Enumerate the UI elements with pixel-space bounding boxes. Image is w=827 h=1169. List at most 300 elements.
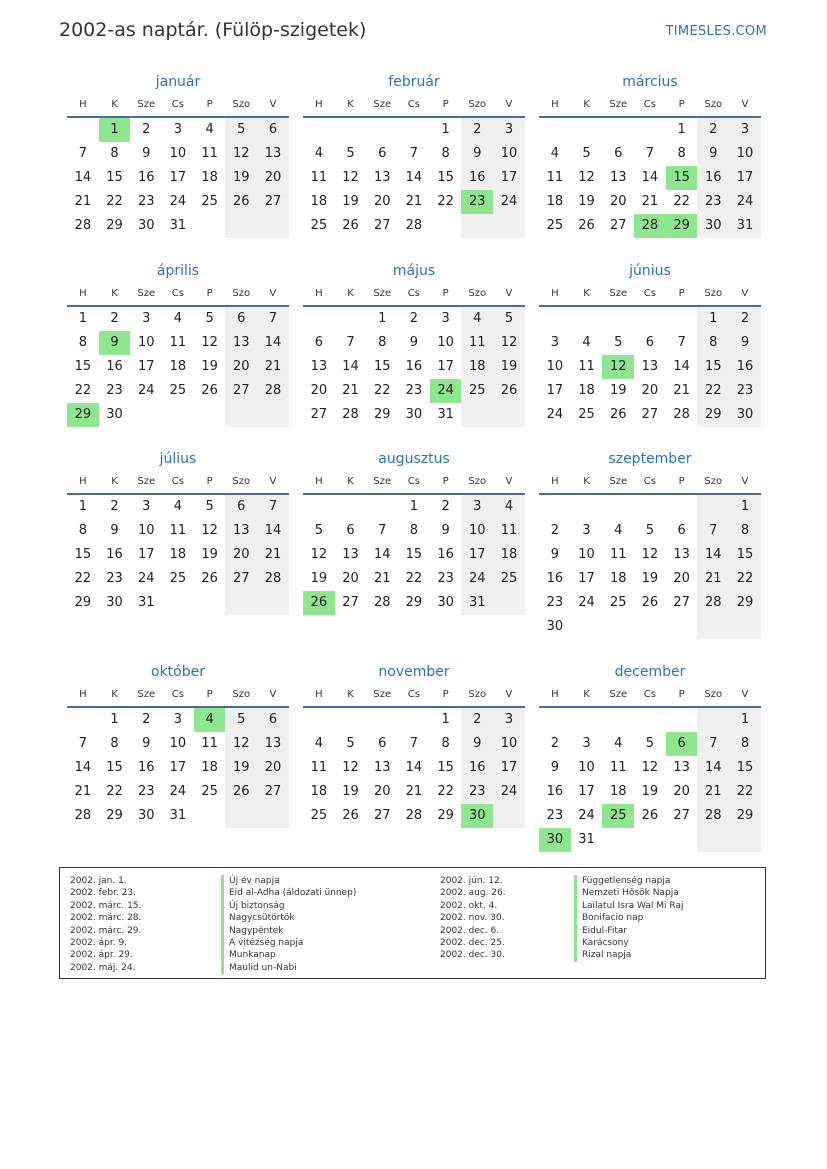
day-cell[interactable]: 15 xyxy=(666,166,698,190)
day-cell[interactable]: 14 xyxy=(697,756,729,780)
day-cell[interactable]: 3 xyxy=(493,708,525,732)
day-cell[interactable]: 17 xyxy=(578,784,595,799)
day-cell[interactable]: 19 xyxy=(641,571,659,586)
day-cell[interactable]: 8 xyxy=(110,146,119,161)
day-cell[interactable]: 6 xyxy=(346,523,355,538)
day-cell[interactable]: 11 xyxy=(201,146,218,161)
day-cell[interactable]: 10 xyxy=(578,760,595,775)
day-cell[interactable]: 14 xyxy=(405,760,423,775)
day-cell[interactable]: 21 xyxy=(673,383,690,398)
day-cell[interactable]: 12 xyxy=(225,142,257,166)
day-cell[interactable]: 18 xyxy=(169,359,187,374)
day-cell[interactable]: 28 xyxy=(342,407,359,422)
day-cell[interactable]: 8 xyxy=(78,523,87,538)
day-cell[interactable]: 14 xyxy=(257,331,289,355)
day-cell[interactable]: 5 xyxy=(314,523,323,538)
day-cell[interactable]: 19 xyxy=(201,547,218,562)
day-cell[interactable]: 13 xyxy=(225,519,257,543)
day-cell[interactable]: 20 xyxy=(257,756,289,780)
day-cell[interactable]: 19 xyxy=(578,194,595,209)
day-cell[interactable]: 18 xyxy=(201,170,218,185)
day-cell[interactable]: 2 xyxy=(461,708,493,732)
day-cell[interactable]: 27 xyxy=(609,218,627,233)
day-cell[interactable]: 21 xyxy=(405,194,423,209)
day-cell[interactable]: 6 xyxy=(378,736,387,751)
day-cell[interactable]: 13 xyxy=(373,170,391,185)
day-cell[interactable]: 28 xyxy=(405,218,423,233)
day-cell[interactable]: 23 xyxy=(461,780,493,804)
day-cell[interactable]: 24 xyxy=(493,190,525,214)
day-cell[interactable]: 9 xyxy=(550,547,559,562)
day-cell[interactable]: 23 xyxy=(546,808,564,823)
day-cell[interactable]: 17 xyxy=(493,756,525,780)
day-cell[interactable]: 26 xyxy=(342,218,359,233)
day-cell[interactable]: 8 xyxy=(697,331,729,355)
day-cell[interactable]: 16 xyxy=(697,166,729,190)
day-cell[interactable]: 6 xyxy=(225,495,257,519)
day-cell[interactable]: 30 xyxy=(697,214,729,238)
day-cell[interactable]: 7 xyxy=(697,732,729,756)
day-cell[interactable]: 25 xyxy=(169,383,187,398)
day-cell[interactable]: 5 xyxy=(493,307,525,331)
day-cell[interactable]: 2 xyxy=(550,523,559,538)
day-cell[interactable]: 3 xyxy=(173,712,183,727)
day-cell[interactable]: 11 xyxy=(169,523,187,538)
day-cell[interactable]: 5 xyxy=(346,736,355,751)
day-cell[interactable]: 7 xyxy=(346,335,355,350)
day-cell[interactable]: 27 xyxy=(373,218,391,233)
day-cell[interactable]: 27 xyxy=(641,407,659,422)
day-cell[interactable]: 1 xyxy=(697,307,729,331)
day-cell[interactable]: 12 xyxy=(602,355,634,379)
day-cell[interactable]: 12 xyxy=(342,170,359,185)
day-cell[interactable]: 6 xyxy=(257,118,289,142)
day-cell[interactable]: 14 xyxy=(74,170,92,185)
day-cell[interactable]: 9 xyxy=(697,142,729,166)
day-cell[interactable]: 31 xyxy=(169,218,187,233)
day-cell[interactable]: 16 xyxy=(137,760,155,775)
day-cell[interactable]: 13 xyxy=(310,359,328,374)
day-cell[interactable]: 14 xyxy=(405,170,423,185)
day-cell[interactable]: 20 xyxy=(673,571,690,586)
day-cell[interactable]: 14 xyxy=(74,760,92,775)
day-cell[interactable]: 23 xyxy=(137,194,155,209)
day-cell[interactable]: 21 xyxy=(697,780,729,804)
day-cell[interactable]: 1 xyxy=(378,311,387,326)
day-cell[interactable]: 18 xyxy=(201,760,218,775)
day-cell[interactable]: 28 xyxy=(697,804,729,828)
day-cell[interactable]: 4 xyxy=(173,499,183,514)
day-cell[interactable]: 12 xyxy=(493,331,525,355)
day-cell[interactable]: 20 xyxy=(373,784,391,799)
day-cell[interactable]: 18 xyxy=(578,383,595,398)
day-cell[interactable]: 4 xyxy=(205,122,214,137)
day-cell[interactable]: 3 xyxy=(142,499,151,514)
day-cell[interactable]: 7 xyxy=(78,736,87,751)
day-cell[interactable]: 27 xyxy=(342,595,359,610)
day-cell[interactable]: 12 xyxy=(641,760,659,775)
day-cell[interactable]: 8 xyxy=(441,736,450,751)
day-cell[interactable]: 18 xyxy=(310,784,328,799)
day-cell[interactable]: 2 xyxy=(441,499,450,514)
day-cell[interactable]: 17 xyxy=(169,760,187,775)
day-cell[interactable]: 9 xyxy=(729,331,761,355)
day-cell[interactable]: 23 xyxy=(106,571,123,586)
day-cell[interactable]: 13 xyxy=(673,760,690,775)
day-cell[interactable]: 29 xyxy=(697,403,729,427)
day-cell[interactable]: 6 xyxy=(378,146,387,161)
day-cell[interactable]: 11 xyxy=(578,359,595,374)
day-cell[interactable]: 4 xyxy=(314,736,323,751)
day-cell[interactable]: 22 xyxy=(673,194,690,209)
day-cell[interactable]: 11 xyxy=(546,170,564,185)
day-cell[interactable]: 19 xyxy=(310,571,328,586)
day-cell[interactable]: 18 xyxy=(310,194,328,209)
day-cell[interactable]: 21 xyxy=(257,543,289,567)
day-cell[interactable]: 23 xyxy=(106,383,123,398)
day-cell[interactable]: 16 xyxy=(405,359,423,374)
day-cell[interactable]: 17 xyxy=(137,359,155,374)
day-cell[interactable]: 2 xyxy=(409,311,419,326)
day-cell[interactable]: 20 xyxy=(225,355,257,379)
day-cell[interactable]: 18 xyxy=(169,547,187,562)
day-cell[interactable]: 26 xyxy=(578,218,595,233)
day-cell[interactable]: 24 xyxy=(578,808,595,823)
day-cell[interactable]: 28 xyxy=(373,595,391,610)
day-cell[interactable]: 7 xyxy=(409,146,419,161)
day-cell[interactable]: 26 xyxy=(225,780,257,804)
day-cell[interactable]: 5 xyxy=(346,146,355,161)
day-cell[interactable]: 16 xyxy=(137,170,155,185)
day-cell[interactable]: 24 xyxy=(137,383,155,398)
day-cell[interactable]: 13 xyxy=(673,547,690,562)
day-cell[interactable]: 5 xyxy=(205,499,214,514)
day-cell[interactable]: 10 xyxy=(729,142,761,166)
day-cell[interactable]: 26 xyxy=(342,808,359,823)
day-cell[interactable]: 24 xyxy=(461,567,493,591)
day-cell[interactable]: 18 xyxy=(493,543,525,567)
day-cell[interactable]: 28 xyxy=(257,567,289,591)
day-cell[interactable]: 19 xyxy=(225,166,257,190)
day-cell[interactable]: 19 xyxy=(201,359,218,374)
day-cell[interactable]: 30 xyxy=(546,619,564,634)
day-cell[interactable]: 8 xyxy=(729,732,761,756)
day-cell[interactable]: 11 xyxy=(493,519,525,543)
day-cell[interactable]: 10 xyxy=(461,519,493,543)
day-cell[interactable]: 14 xyxy=(342,359,359,374)
day-cell[interactable]: 15 xyxy=(729,756,761,780)
day-cell[interactable]: 1 xyxy=(409,499,419,514)
day-cell[interactable]: 8 xyxy=(677,146,686,161)
day-cell[interactable]: 29 xyxy=(729,591,761,615)
day-cell[interactable]: 8 xyxy=(409,523,419,538)
day-cell[interactable]: 17 xyxy=(137,547,155,562)
day-cell[interactable]: 27 xyxy=(225,567,257,591)
day-cell[interactable]: 20 xyxy=(310,383,328,398)
day-cell[interactable]: 10 xyxy=(578,547,595,562)
day-cell[interactable]: 20 xyxy=(225,543,257,567)
day-cell[interactable]: 10 xyxy=(437,335,454,350)
day-cell[interactable]: 25 xyxy=(201,194,218,209)
day-cell[interactable]: 20 xyxy=(257,166,289,190)
day-cell[interactable]: 21 xyxy=(74,194,92,209)
day-cell[interactable]: 25 xyxy=(602,804,634,828)
day-cell[interactable]: 13 xyxy=(257,732,289,756)
day-cell[interactable]: 16 xyxy=(546,784,564,799)
day-cell[interactable]: 4 xyxy=(194,708,226,732)
day-cell[interactable]: 21 xyxy=(641,194,659,209)
day-cell[interactable]: 29 xyxy=(106,808,123,823)
day-cell[interactable]: 9 xyxy=(461,142,493,166)
day-cell[interactable]: 27 xyxy=(257,190,289,214)
day-cell[interactable]: 14 xyxy=(697,543,729,567)
day-cell[interactable]: 15 xyxy=(437,760,454,775)
day-cell[interactable]: 19 xyxy=(342,784,359,799)
day-cell[interactable]: 23 xyxy=(137,784,155,799)
day-cell[interactable]: 18 xyxy=(461,355,493,379)
day-cell[interactable]: 10 xyxy=(137,523,155,538)
day-cell[interactable]: 6 xyxy=(614,146,623,161)
day-cell[interactable]: 14 xyxy=(373,547,391,562)
day-cell[interactable]: 20 xyxy=(609,194,627,209)
day-cell[interactable]: 23 xyxy=(437,571,454,586)
day-cell[interactable]: 2 xyxy=(697,118,729,142)
day-cell[interactable]: 29 xyxy=(729,804,761,828)
day-cell[interactable]: 4 xyxy=(614,736,623,751)
day-cell[interactable]: 16 xyxy=(461,756,493,780)
day-cell[interactable]: 5 xyxy=(205,311,214,326)
day-cell[interactable]: 21 xyxy=(373,571,391,586)
day-cell[interactable]: 26 xyxy=(493,379,525,403)
day-cell[interactable]: 3 xyxy=(461,495,493,519)
day-cell[interactable]: 9 xyxy=(409,335,419,350)
day-cell[interactable]: 29 xyxy=(74,595,92,610)
day-cell[interactable]: 16 xyxy=(546,571,564,586)
day-cell[interactable]: 31 xyxy=(461,591,493,615)
day-cell[interactable]: 26 xyxy=(641,595,659,610)
day-cell[interactable]: 25 xyxy=(609,595,627,610)
day-cell[interactable]: 20 xyxy=(641,383,659,398)
day-cell[interactable]: 8 xyxy=(378,335,387,350)
day-cell[interactable]: 10 xyxy=(169,736,187,751)
day-cell[interactable]: 21 xyxy=(697,567,729,591)
day-cell[interactable]: 3 xyxy=(550,335,559,350)
day-cell[interactable]: 6 xyxy=(666,732,698,756)
day-cell[interactable]: 30 xyxy=(461,804,493,828)
day-cell[interactable]: 24 xyxy=(169,784,187,799)
day-cell[interactable]: 25 xyxy=(461,379,493,403)
day-cell[interactable]: 23 xyxy=(546,595,564,610)
day-cell[interactable]: 2 xyxy=(461,118,493,142)
day-cell[interactable]: 20 xyxy=(373,194,391,209)
day-cell[interactable]: 25 xyxy=(201,784,218,799)
day-cell[interactable]: 1 xyxy=(729,495,761,519)
day-cell[interactable]: 27 xyxy=(225,379,257,403)
day-cell[interactable]: 24 xyxy=(729,190,761,214)
day-cell[interactable]: 7 xyxy=(409,736,419,751)
day-cell[interactable]: 16 xyxy=(729,355,761,379)
day-cell[interactable]: 15 xyxy=(437,170,454,185)
day-cell[interactable]: 7 xyxy=(378,523,387,538)
day-cell[interactable]: 13 xyxy=(609,170,627,185)
day-cell[interactable]: 26 xyxy=(225,190,257,214)
day-cell[interactable]: 25 xyxy=(169,571,187,586)
day-cell[interactable]: 7 xyxy=(78,146,87,161)
day-cell[interactable]: 12 xyxy=(225,732,257,756)
day-cell[interactable]: 28 xyxy=(634,214,666,238)
day-cell[interactable]: 27 xyxy=(673,595,690,610)
day-cell[interactable]: 11 xyxy=(310,170,328,185)
day-cell[interactable]: 27 xyxy=(257,780,289,804)
day-cell[interactable]: 20 xyxy=(342,571,359,586)
day-cell[interactable]: 2 xyxy=(550,736,559,751)
day-cell[interactable]: 24 xyxy=(430,379,462,403)
day-cell[interactable]: 22 xyxy=(437,784,454,799)
day-cell[interactable]: 18 xyxy=(609,571,627,586)
day-cell[interactable]: 30 xyxy=(539,828,571,852)
day-cell[interactable]: 23 xyxy=(405,383,423,398)
day-cell[interactable]: 22 xyxy=(729,567,761,591)
day-cell[interactable]: 25 xyxy=(493,567,525,591)
day-cell[interactable]: 16 xyxy=(106,359,123,374)
day-cell[interactable]: 11 xyxy=(201,736,218,751)
day-cell[interactable]: 9 xyxy=(441,523,450,538)
day-cell[interactable]: 29 xyxy=(666,214,698,238)
day-cell[interactable]: 12 xyxy=(641,547,659,562)
day-cell[interactable]: 25 xyxy=(310,218,328,233)
day-cell[interactable]: 7 xyxy=(697,519,729,543)
day-cell[interactable]: 30 xyxy=(405,407,423,422)
day-cell[interactable]: 5 xyxy=(645,523,655,538)
day-cell[interactable]: 16 xyxy=(437,547,454,562)
day-cell[interactable]: 15 xyxy=(729,543,761,567)
day-cell[interactable]: 26 xyxy=(201,571,218,586)
day-cell[interactable]: 17 xyxy=(729,166,761,190)
day-cell[interactable]: 19 xyxy=(493,355,525,379)
day-cell[interactable]: 28 xyxy=(673,407,690,422)
day-cell[interactable]: 5 xyxy=(614,335,623,350)
day-cell[interactable]: 17 xyxy=(461,543,493,567)
day-cell[interactable]: 3 xyxy=(142,311,151,326)
day-cell[interactable]: 1 xyxy=(99,118,131,142)
day-cell[interactable]: 17 xyxy=(493,166,525,190)
day-cell[interactable]: 31 xyxy=(729,214,761,238)
day-cell[interactable]: 28 xyxy=(405,808,423,823)
day-cell[interactable]: 22 xyxy=(405,571,423,586)
day-cell[interactable]: 15 xyxy=(373,359,391,374)
day-cell[interactable]: 17 xyxy=(437,359,454,374)
day-cell[interactable]: 12 xyxy=(342,760,359,775)
day-cell[interactable]: 7 xyxy=(257,307,289,331)
day-cell[interactable]: 28 xyxy=(257,379,289,403)
day-cell[interactable]: 2 xyxy=(142,712,151,727)
day-cell[interactable]: 2 xyxy=(110,499,119,514)
day-cell[interactable]: 24 xyxy=(546,407,564,422)
day-cell[interactable]: 15 xyxy=(74,359,92,374)
day-cell[interactable]: 17 xyxy=(169,170,187,185)
day-cell[interactable]: 15 xyxy=(106,760,123,775)
day-cell[interactable]: 11 xyxy=(310,760,328,775)
day-cell[interactable]: 22 xyxy=(373,383,391,398)
day-cell[interactable]: 10 xyxy=(546,359,564,374)
day-cell[interactable]: 10 xyxy=(493,732,525,756)
day-cell[interactable]: 6 xyxy=(257,708,289,732)
day-cell[interactable]: 4 xyxy=(173,311,183,326)
day-cell[interactable]: 25 xyxy=(546,218,564,233)
day-cell[interactable]: 1 xyxy=(729,708,761,732)
day-cell[interactable]: 24 xyxy=(137,571,155,586)
day-cell[interactable]: 5 xyxy=(582,146,591,161)
day-cell[interactable]: 9 xyxy=(142,146,151,161)
day-cell[interactable]: 15 xyxy=(697,355,729,379)
day-cell[interactable]: 26 xyxy=(303,591,335,615)
day-cell[interactable]: 30 xyxy=(106,595,123,610)
day-cell[interactable]: 22 xyxy=(74,571,92,586)
day-cell[interactable]: 4 xyxy=(550,146,559,161)
day-cell[interactable]: 6 xyxy=(314,335,323,350)
day-cell[interactable]: 6 xyxy=(645,335,655,350)
day-cell[interactable]: 9 xyxy=(99,331,131,355)
day-cell[interactable]: 9 xyxy=(142,736,151,751)
day-cell[interactable]: 31 xyxy=(578,832,595,847)
day-cell[interactable]: 18 xyxy=(609,784,627,799)
day-cell[interactable]: 16 xyxy=(106,547,123,562)
day-cell[interactable]: 31 xyxy=(437,407,454,422)
day-cell[interactable]: 27 xyxy=(373,808,391,823)
day-cell[interactable]: 3 xyxy=(493,118,525,142)
day-cell[interactable]: 8 xyxy=(78,335,87,350)
day-cell[interactable]: 7 xyxy=(257,495,289,519)
day-cell[interactable]: 29 xyxy=(373,407,391,422)
day-cell[interactable]: 7 xyxy=(677,335,686,350)
day-cell[interactable]: 12 xyxy=(201,335,218,350)
day-cell[interactable]: 2 xyxy=(110,311,119,326)
day-cell[interactable]: 3 xyxy=(582,523,591,538)
day-cell[interactable]: 22 xyxy=(106,784,123,799)
day-cell[interactable]: 9 xyxy=(461,732,493,756)
day-cell[interactable]: 31 xyxy=(137,595,155,610)
day-cell[interactable]: 9 xyxy=(550,760,559,775)
day-cell[interactable]: 5 xyxy=(645,736,655,751)
day-cell[interactable]: 26 xyxy=(641,808,659,823)
day-cell[interactable]: 4 xyxy=(314,146,323,161)
day-cell[interactable]: 11 xyxy=(609,760,627,775)
day-cell[interactable]: 21 xyxy=(74,784,92,799)
day-cell[interactable]: 31 xyxy=(169,808,187,823)
day-cell[interactable]: 22 xyxy=(437,194,454,209)
day-cell[interactable]: 23 xyxy=(697,190,729,214)
day-cell[interactable]: 27 xyxy=(310,407,328,422)
day-cell[interactable]: 17 xyxy=(546,383,564,398)
day-cell[interactable]: 20 xyxy=(673,784,690,799)
day-cell[interactable]: 2 xyxy=(142,122,151,137)
day-cell[interactable]: 30 xyxy=(437,595,454,610)
day-cell[interactable]: 14 xyxy=(641,170,659,185)
day-cell[interactable]: 30 xyxy=(137,218,155,233)
day-cell[interactable]: 14 xyxy=(257,519,289,543)
day-cell[interactable]: 15 xyxy=(405,547,423,562)
day-cell[interactable]: 24 xyxy=(493,780,525,804)
day-cell[interactable]: 25 xyxy=(310,808,328,823)
day-cell[interactable]: 19 xyxy=(342,194,359,209)
day-cell[interactable]: 1 xyxy=(110,712,119,727)
day-cell[interactable]: 29 xyxy=(437,808,454,823)
day-cell[interactable]: 4 xyxy=(582,335,591,350)
day-cell[interactable]: 11 xyxy=(169,335,187,350)
day-cell[interactable]: 28 xyxy=(74,808,92,823)
day-cell[interactable]: 30 xyxy=(729,403,761,427)
day-cell[interactable]: 8 xyxy=(110,736,119,751)
